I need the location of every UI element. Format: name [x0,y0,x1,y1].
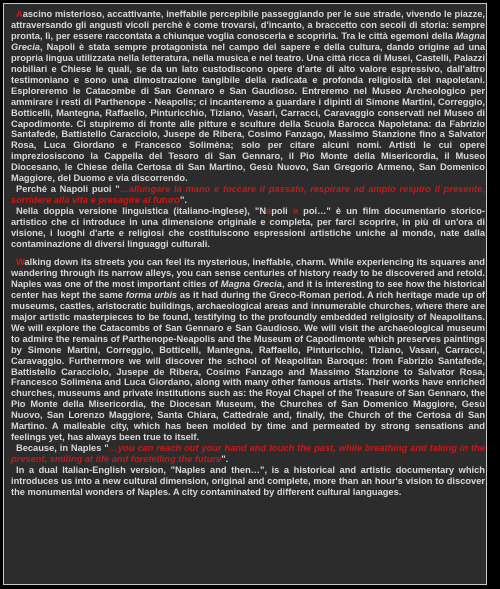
italian-paragraph-3 [11,206,485,250]
text-run: ". [221,454,229,465]
text-run: ". [179,195,187,206]
text-run: , and it is interesting to see how the historical center has kept the same [11,278,485,300]
italian-paragraph-1 [11,9,485,184]
english-paragraph-1 [11,257,485,443]
text-run: Perché a Napoli puoi " [16,184,120,195]
emphasis: forma urbis [125,289,178,300]
text-run: Nella doppia versione linguistica (italiano-inglese), "N [16,206,267,217]
red-letter: e [287,206,299,217]
text-run: , Napoli è stata sempre protagonista nel campo del sapere e della cultura, dando origine ad una propria lingua utilizzata nella letteratura, nella musica e nel teatro. Una città ricca di Musei, Castelli, Palazzi nobiliari e Chiese le quali, se da un lato custodiscono opere d'arte di alto valore espressivo, dall'altro testimoniano e sono una dimostrazione tangibile della radicata e profonda religiosità dei napoletani. Esploreremo le Catacombe di San Gennaro e San Gaudioso. Entreremo nel Museo Archeologico per ammirare i resti di Parthenope - Neapolis; ci incanteremo a guardare i dipinti di Simone Martini, Correggio, Botticelli, Mantegna, Raffaello, Pinturicchio, Tiziano, Vasari, Carracci, Caravaggio conservati nel Museo di Capodimonte. Ci stupiremo di fronte alle pitture e sculture della Scuola Barocca Napoletana: da Fabrizio Santafede, Battistello Caracciolo, Jusepe de Ribera, Cosimo Fanzago, Massimo Stanzione fino a Salvator Rosa, Luca Giordano e Francesco Solimèna; solo per citare alcuni nomi. Artisti le cui opere impreziosiscono la Cappella del Tesoro di San Gennaro, il Pio Monte della Misericordia, il Museo Diocesano, le Chiese della Certosa di San Martino, Gesù Nuovo, San Gregorio Armeno, San Domenico Maggiore, del Duomo e via discorrendo. [11,41,485,184]
red-quote: …allungare la mano e toccare il passato, respirare ad ampio respiro il presente, sorridere alla vita e presagire al futuro [11,184,485,206]
section-gap [11,250,485,257]
text-run: poi…" è un film documentario storico-artistico che ci introduce in una dimensione originale e completa, per farci scoprire, in più di un'ora di visione, i luoghi d'arte e religiosi che costituiscono espressioni artistiche uniche al mondo, nate dalla contaminazione di diversi linguaggi culturali. [11,206,485,250]
text-run: poli [271,206,288,217]
emphasis: Magna Grecia [11,30,485,52]
english-paragraph-3 [11,465,485,498]
red-letter: a [266,206,272,217]
text-run: alking down its streets you can feel its mysterious, ineffable, charm. While experiencing its squares and wandering through its narrow alleys, you can sense centuries of history ready to be discovered and retold. Naples was one of the most important cities of [11,256,485,289]
english-paragraph-2 [11,443,485,465]
text-panel [3,3,487,585]
text-run: as it had during the Greco-Roman period. A rich heritage made up of museums, castles, aristocratic buildings, archaeological areas and innumerable churches, where there are major artistic masterpieces to be found, testifying to the profoundly embedded religiosity of Neapolitans. We will explore the Catacombs of San Gennaro e San Gaudioso. We will visit the archaeological museum to admire the remains of Parthenope-Neapolis and the Museum of Capodimonte which preserves paintings by Simone Martini, Correggio, Botticelli, Mantegna, Raffaello, Pinturicchio, Tiziano, Vasari, Carracci, Caravaggio. Furthermore we will discover the school of Neapolitan Baroque: from Fabrizio Santafede, Battistello Caracciolo, Jusepe de Ribera, Cosimo Fanzago and Massimo Stanzione to Salvator Rosa, Francesco Solimèna and Luca Giordano, along with many other famous artists. Their works have enriched churches, museums and private institutions such as: the Royal Chapel of the Treasure of San Gennaro, the Pio Monte della Misericordia, the Diocesan Museum, the Churches of San Domenico Maggiore, Gesù Nuovo, San Lorenzo Maggiore, Santa Chiara, Cattedrale and, finally, the Church of the Certosa di San Martino. A malleable city, which has been molded by time and permeated by strong sensations and feelings yet, has always been true to itself. [11,289,485,443]
text-body [11,9,485,498]
drop-letter: A [16,9,23,19]
text-run: ascino misterioso, accattivante, ineffabile percepibile passeggiando per le sue strade, vivendo le piazze, attraversando gli angusti vicoli perchè è come trovarsi, d'incanto, a braccetto con secoli di storia: sempre pronta, lì, per essere raccontata a chiunque voglia conoscerla e scoprirla. Tra le città egemoni della [11,9,485,41]
italian-paragraph-2 [11,184,485,206]
drop-letter: W [16,256,25,267]
text-run: In a dual Italian-English version, "Naples and then…", is a historical and artistic documentary which introduces us into a new cultural dimension, original and complete, more than an hour's vision to discover the monumental wonders of Naples. A city contaminated by different cultural languages. [11,465,485,497]
text-run: Because, in Naples " [16,443,109,454]
red-quote: …you can reach out your hand and touch the past, while breathing and taking in the present, smiling at life and foretelling the future [11,443,485,465]
emphasis: Magna Grecia [220,278,282,289]
